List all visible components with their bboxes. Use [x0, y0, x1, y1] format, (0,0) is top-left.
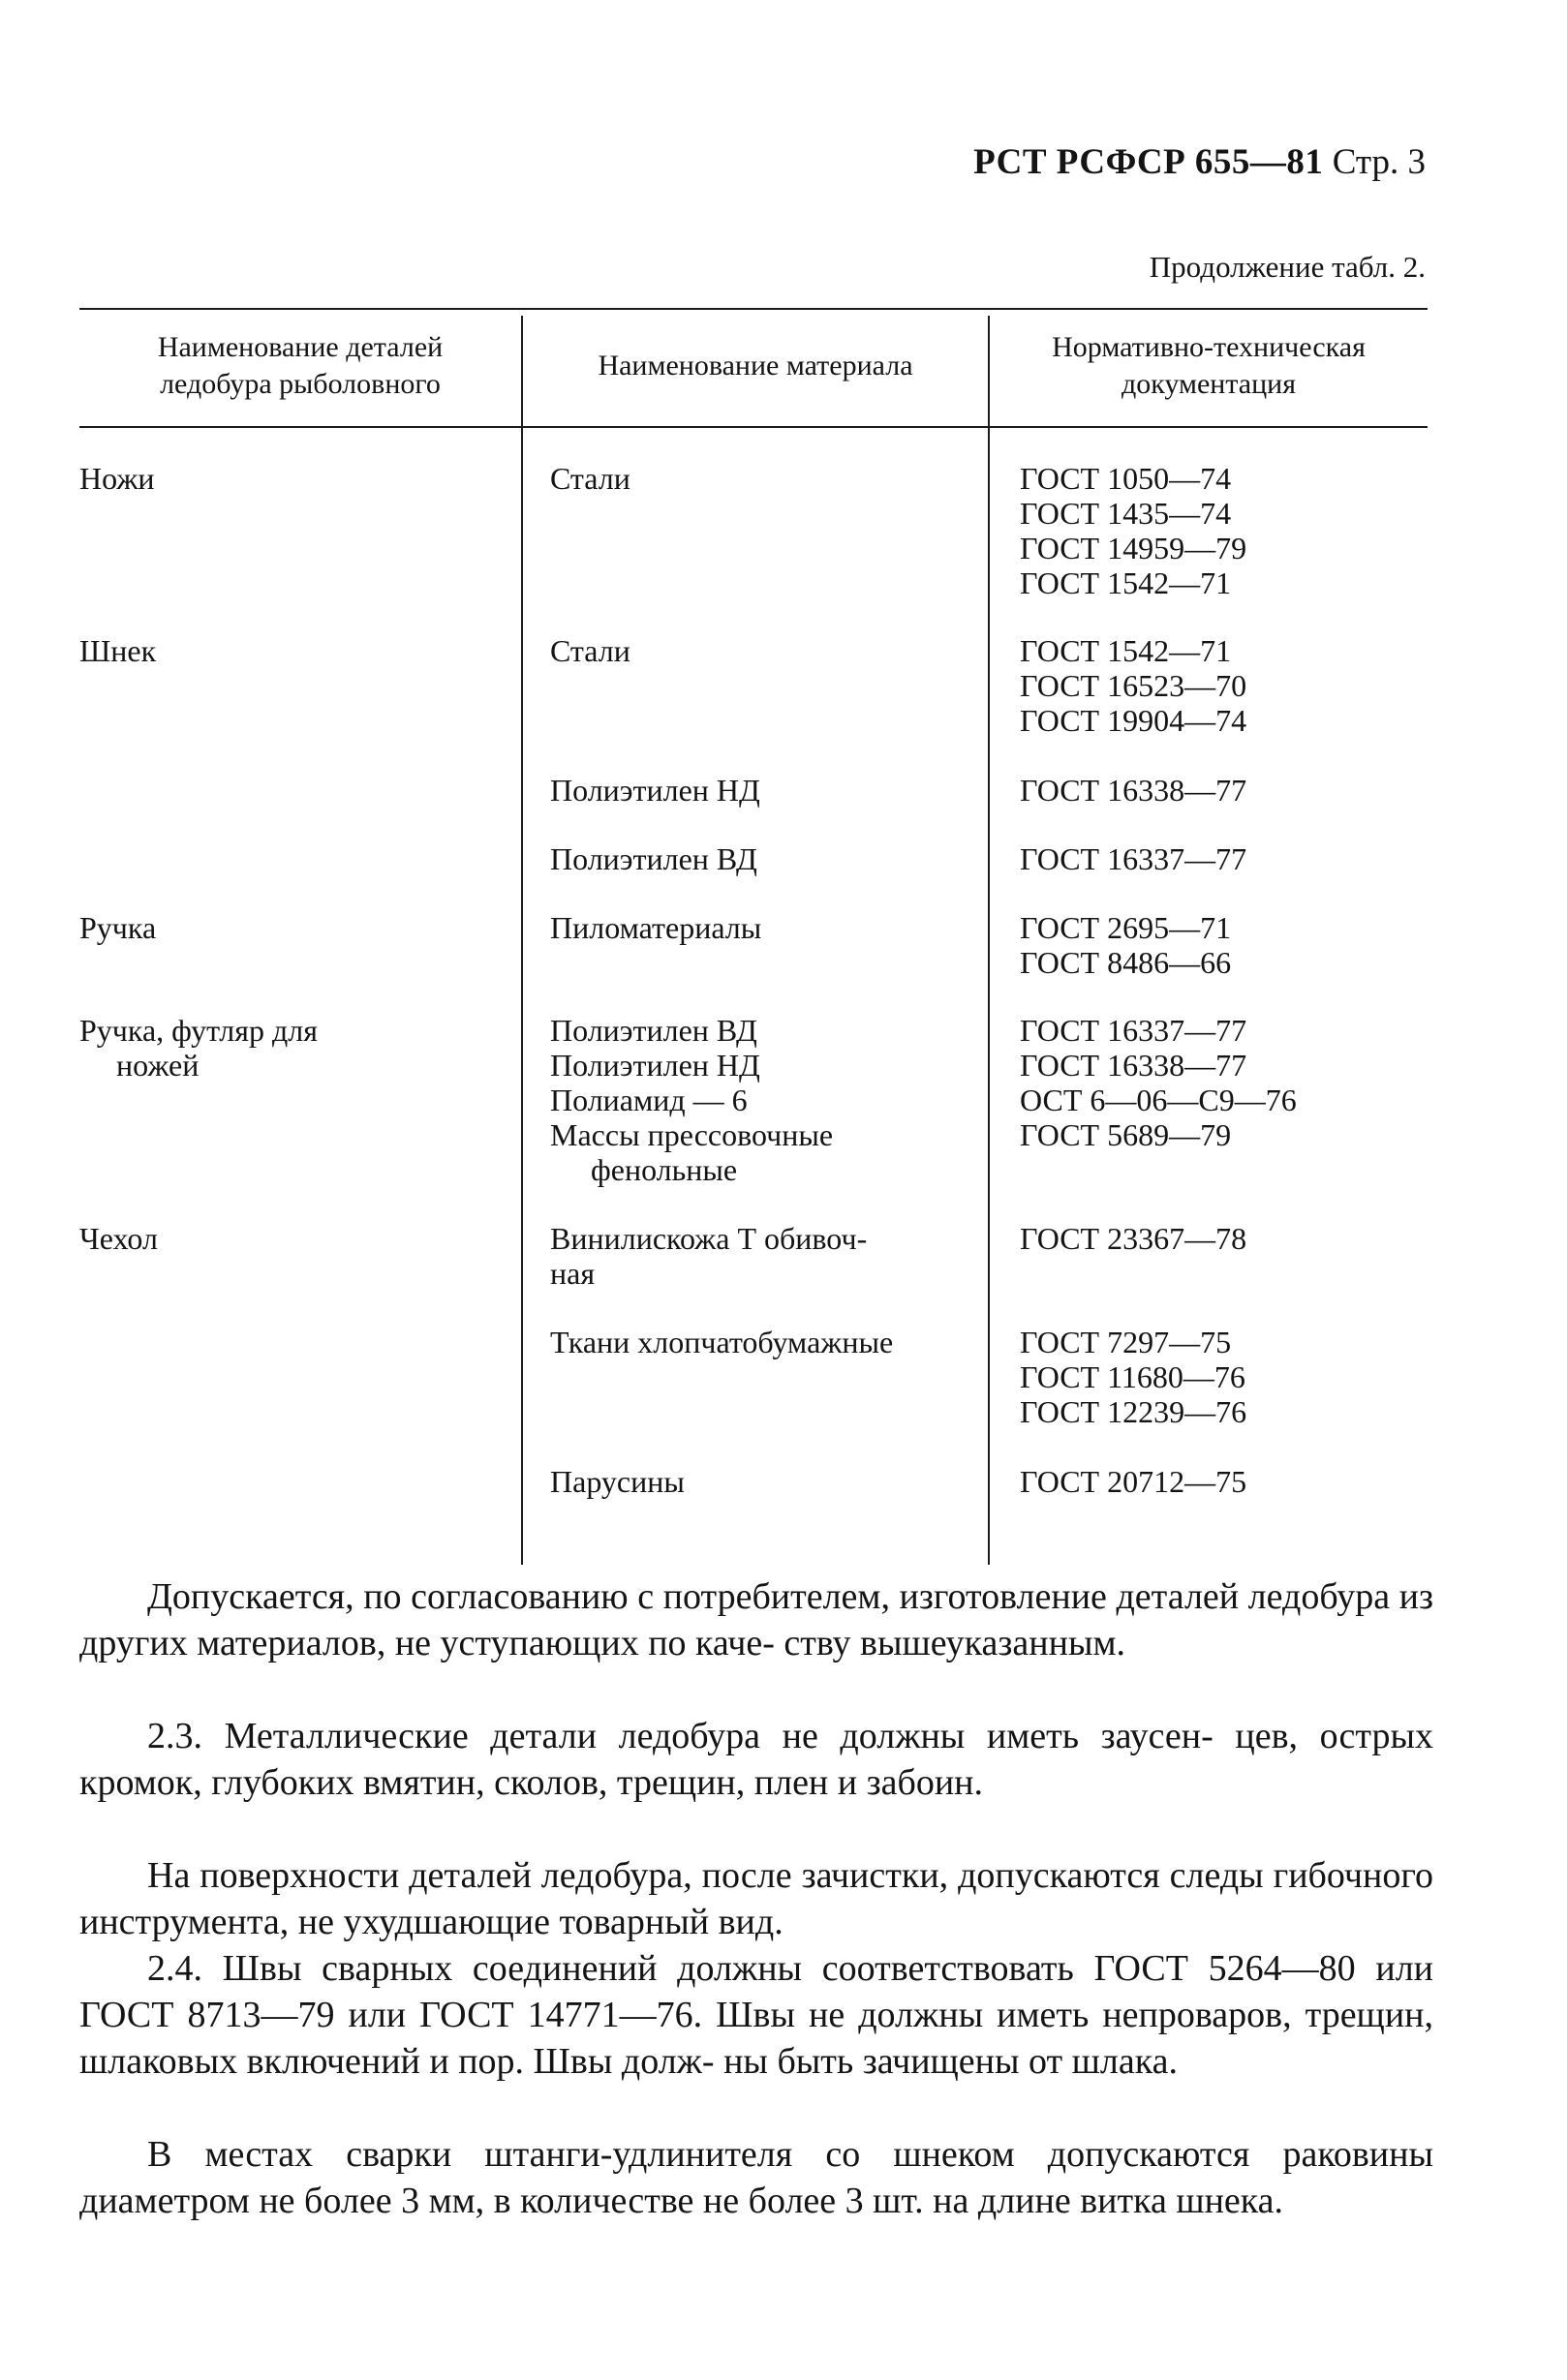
table-cell-material: Ткани хлопчатобумажные: [550, 1325, 894, 1359]
paragraph-text: В местах сварки штанги-удлинителя со шнеком допускаются раковины диаметром не более 3 мм, в количестве не более 3 шт. на длине витка шнека.: [79, 2134, 1433, 2221]
part-line: Ручка, футляр для: [79, 1013, 318, 1048]
doc-ref: ГОСТ 11680—76: [1020, 1359, 1245, 1394]
doc-ref: ГОСТ 5689—79: [1020, 1117, 1232, 1152]
table-cell-material: Полиэтилен ВД: [550, 841, 757, 876]
table-top-rule: [79, 308, 1428, 310]
table-cell-part: Чехол: [79, 1221, 158, 1256]
doc-ref: ГОСТ 16338—77: [1020, 1048, 1247, 1083]
table-cell-material: Парусины: [550, 1464, 685, 1499]
table-cell-part: Ручка: [79, 910, 157, 945]
table-cell-docs: [1020, 1013, 1297, 1152]
table-cell-docs: [1020, 1325, 1246, 1429]
material-line: Массы прессовочные: [550, 1117, 834, 1152]
material-line: Полиамид — 6: [550, 1083, 748, 1117]
column-header-part: [79, 329, 521, 403]
doc-ref: ГОСТ 16523—70: [1020, 668, 1247, 703]
doc-ref: ГОСТ 2695—71: [1020, 910, 1232, 945]
table-cell-docs: [1020, 773, 1246, 808]
material-line: Полиэтилен НД: [550, 1048, 760, 1083]
column-header-docs: [990, 329, 1428, 403]
doc-ref: ГОСТ 16338—77: [1020, 773, 1247, 808]
column-divider-1: [521, 316, 523, 1565]
doc-ref: ГОСТ 23367—78: [1020, 1221, 1247, 1256]
body-paragraph: [79, 2131, 1433, 2224]
table-cell-docs: [1020, 1464, 1246, 1499]
doc-ref: ГОСТ 7297—75: [1020, 1325, 1232, 1359]
doc-ref: ГОСТ 12239—76: [1020, 1394, 1247, 1429]
column-header-line: Наименование деталей: [157, 331, 444, 363]
table-cell-material: Стали: [550, 633, 630, 668]
body-paragraph: [79, 1573, 1433, 1666]
table-cell-material: Пиломатериалы: [550, 910, 762, 945]
page-header: [973, 141, 1426, 183]
doc-ref: ГОСТ 16337—77: [1020, 841, 1247, 876]
doc-ref: ОСТ 6—06—С9—76: [1020, 1083, 1297, 1117]
table-cell-docs: [1020, 461, 1246, 600]
table-cell-part: Ножи: [79, 461, 155, 496]
doc-ref: ГОСТ 20712—75: [1020, 1464, 1247, 1499]
doc-ref: ГОСТ 19904—74: [1020, 703, 1247, 738]
table-cell-docs: [1020, 633, 1246, 738]
doc-ref: ГОСТ 1542—71: [1020, 565, 1232, 600]
page-number: Стр. 3: [1332, 142, 1426, 182]
table-cell-part: [79, 1013, 318, 1083]
table-cell-part: Шнек: [79, 633, 157, 668]
doc-ref: ГОСТ 16337—77: [1020, 1013, 1247, 1048]
paragraph-text: 2.4. Швы сварных соединений должны соответствовать ГОСТ 5264—80 или ГОСТ 8713—79 или ГОСТ 14771—76. Швы не должны иметь непроваров, трещин, шлаковых включений и пор. Швы долж- ны быть зачищены от шлака.: [79, 1948, 1433, 2082]
table-cell-docs: [1020, 1221, 1246, 1256]
doc-ref: ГОСТ 14959—79: [1020, 531, 1247, 565]
document-code: РСТ РСФСР 655—81: [973, 142, 1324, 182]
column-header-line: Наименование материала: [598, 350, 913, 381]
doc-ref: ГОСТ 1435—74: [1020, 496, 1232, 531]
column-header-line: Нормативно-техническая: [1052, 331, 1366, 363]
table-cell-material: Полиэтилен НД: [550, 773, 760, 808]
table-cell-material: Стали: [550, 461, 630, 496]
part-line: ножей: [116, 1048, 200, 1083]
paragraph-text: 2.3. Металлические детали ледобура не должны иметь заусен- цев, острых кромок, глубоких вмятин, сколов, трещин, плен и забоин.: [79, 1716, 1433, 1803]
doc-ref: ГОСТ 1542—71: [1020, 633, 1232, 668]
material-line: ная: [550, 1256, 596, 1291]
table-cell-docs: [1020, 910, 1231, 980]
table-cell-docs: [1020, 841, 1246, 876]
material-line: фенольные: [591, 1152, 738, 1187]
doc-ref: ГОСТ 1050—74: [1020, 461, 1232, 496]
material-line: Полиэтилен ВД: [550, 1013, 757, 1048]
material-line: Винилискожа Т обивоч-: [550, 1221, 868, 1256]
table-caption: Продолжение табл. 2.: [1149, 250, 1426, 284]
body-paragraph: [79, 1945, 1433, 2085]
table-cell-material: [550, 1221, 867, 1291]
column-header-material: [523, 348, 988, 384]
column-header-line: ледобура рыболовного: [160, 368, 441, 400]
doc-ref: ГОСТ 8486—66: [1020, 945, 1232, 980]
paragraph-text: На поверхности деталей ледобура, после зачистки, допускаются следы гибочного инструмента, не ухудшающие товарный вид.: [79, 1855, 1433, 1942]
body-paragraph: [79, 1713, 1433, 1806]
paragraph-text: Допускается, по согласованию с потребителем, изготовление деталей ледобура из других материалов, не уступающих по каче- ству вышеуказанным.: [79, 1576, 1433, 1663]
body-paragraph: [79, 1852, 1433, 1945]
column-divider-2: [988, 316, 990, 1565]
column-header-line: документация: [1121, 368, 1297, 400]
table-header-rule: [79, 426, 1428, 428]
table-cell-material: [550, 1013, 833, 1187]
